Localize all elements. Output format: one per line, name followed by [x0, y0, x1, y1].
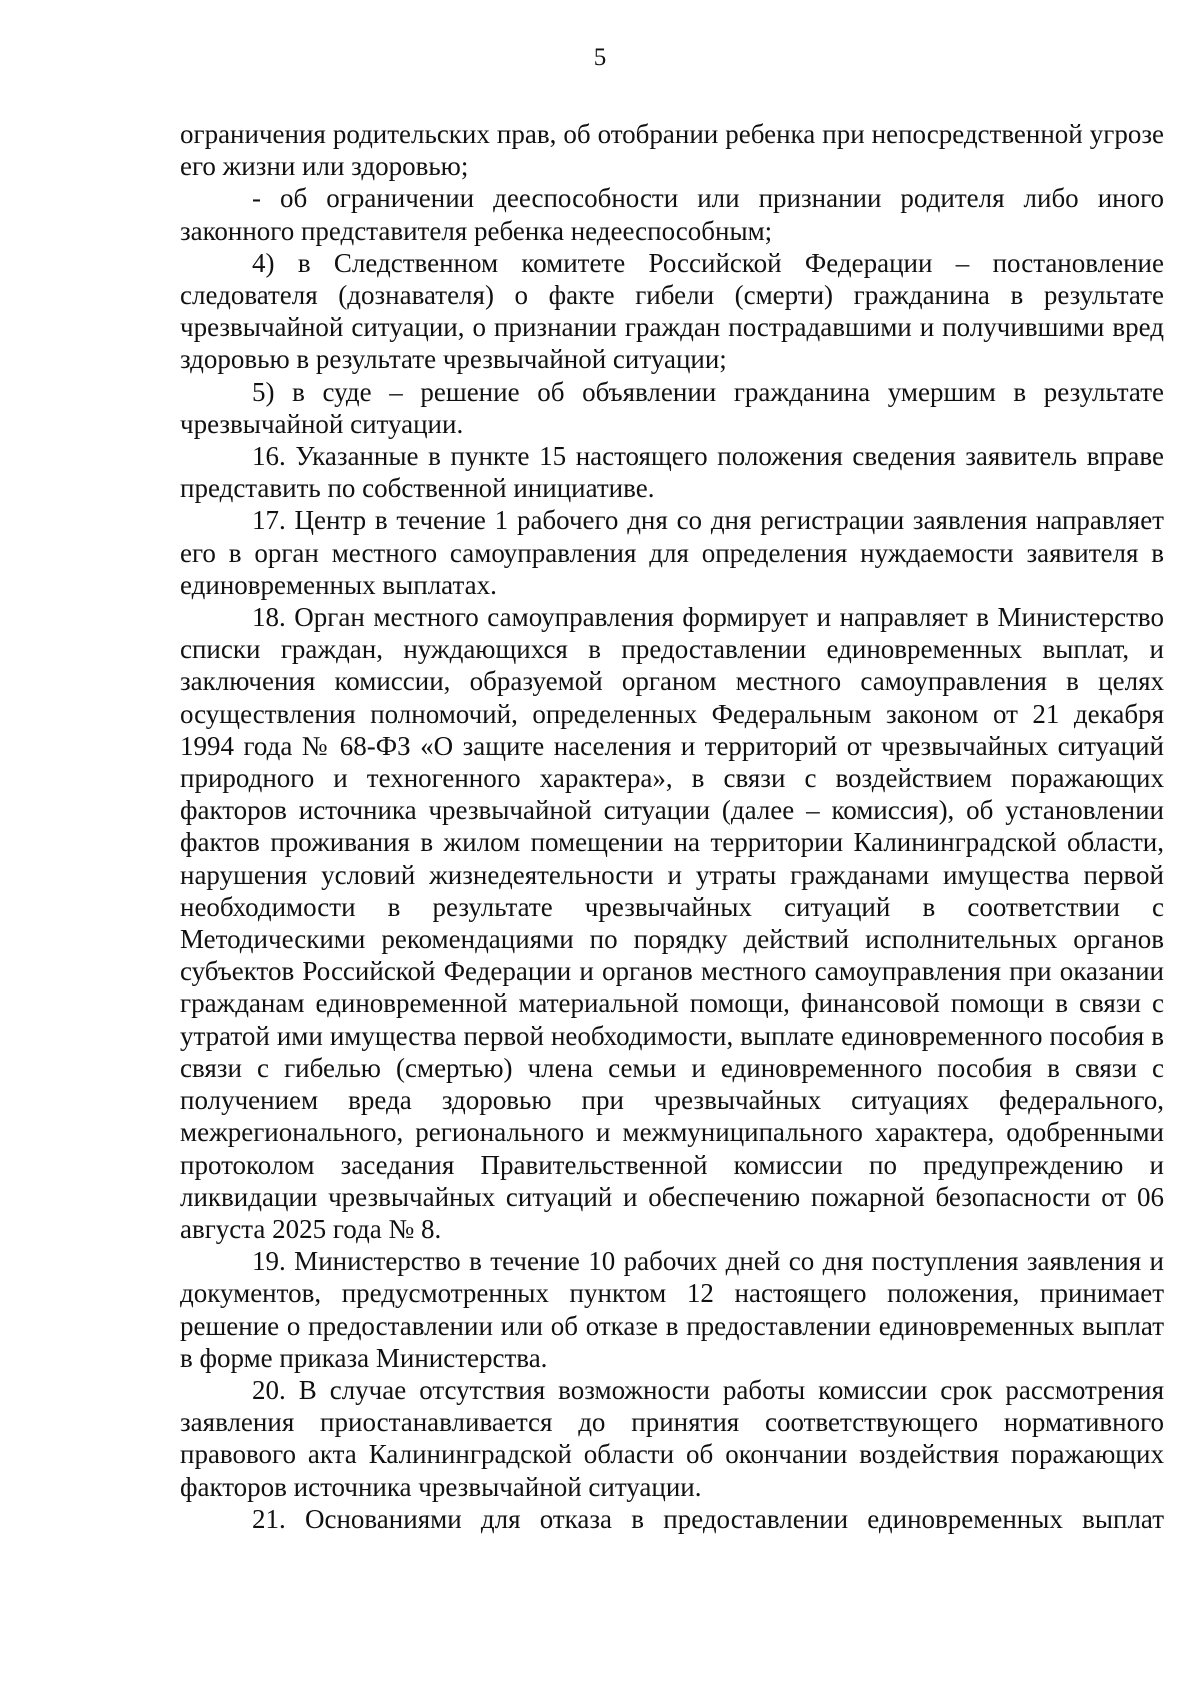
- paragraph-16: 16. Указанные в пункте 15 настоящего положения сведения заявитель вправе представить по собственной инициативе.: [180, 441, 1164, 504]
- paragraph-continuation: ограничения родительских прав, об отобрании ребенка при непосредственной угрозе его жизни или здоровью;: [180, 119, 1164, 182]
- paragraph-18: 18. Орган местного самоуправления формирует и направляет в Министерство списки граждан, нуждающихся в предоставлении единовременных выплат, и заключения комиссии, образуемой органом местного самоуправления в целях осуществления полномочий, определенных Федеральным законом от 21 декабря 1994 года № 68-ФЗ «О защите населения и территорий от чрезвычайных ситуаций природного и техногенного характера», в связи с воздействием поражающих факторов источника чрезвычайной ситуации (далее – комиссия), об установлении фактов проживания в жилом помещении на территории Калининградской области, нарушения условий жизнедеятельности и утраты гражданами имущества первой необходимости в результате чрезвычайных ситуаций в соответствии с Методическими рекомендациями по порядку действий исполнительных органов субъектов Российской Федерации и органов местного самоуправления при оказании гражданам единовременной материальной помощи, финансовой помощи в связи с утратой ими имущества первой необходимости, выплате единовременного пособия в связи с гибелью (смертью) члена семьи и единовременного пособия в связи с получением вреда здоровью при чрезвычайных ситуациях федерального, межрегионального, регионального и межмуниципального характера, одобренными протоколом заседания Правительственной комиссии по предупреждению и ликвидации чрезвычайных ситуаций и обеспечению пожарной безопасности от 06 августа 2025 года № 8.: [180, 602, 1164, 1244]
- document-body: [180, 118, 1164, 1535]
- paragraph-item-4: 4) в Следственном комитете Российской Федерации – постановление следователя (дознавателя) о факте гибели (смерти) гражданина в результате чрезвычайной ситуации, о признании граждан пострадавшими и получившими вред здоровью в результате чрезвычайной ситуации;: [180, 247, 1164, 375]
- paragraph-item-5: 5) в суде – решение об объявлении гражданина умершим в результате чрезвычайной ситуации.: [180, 376, 1164, 439]
- paragraph-20: 20. В случае отсутствия возможности работы комиссии срок рассмотрения заявления приостанавливается до принятия соответствующего нормативного правового акта Калининградской области об окончании воздействия поражающих факторов источника чрезвычайной ситуации.: [180, 1374, 1164, 1502]
- paragraph-list-item: - об ограничении дееспособности или признании родителя либо иного законного представителя ребенка недееспособным;: [180, 183, 1164, 246]
- paragraph-17: 17. Центр в течение 1 рабочего дня со дня регистрации заявления направляет его в орган местного самоуправления для определения нуждаемости заявителя в единовременных выплатах.: [180, 505, 1164, 600]
- page-number: 5: [593, 44, 607, 71]
- paragraph-19: 19. Министерство в течение 10 рабочих дней со дня поступления заявления и документов, предусмотренных пунктом 12 настоящего положения, принимает решение о предоставлении или об отказе в предоставлении единовременных выплат в форме приказа Министерства.: [180, 1246, 1164, 1373]
- paragraph-21: 21. Основаниями для отказа в предоставлении единовременных выплат: [252, 1503, 1164, 1534]
